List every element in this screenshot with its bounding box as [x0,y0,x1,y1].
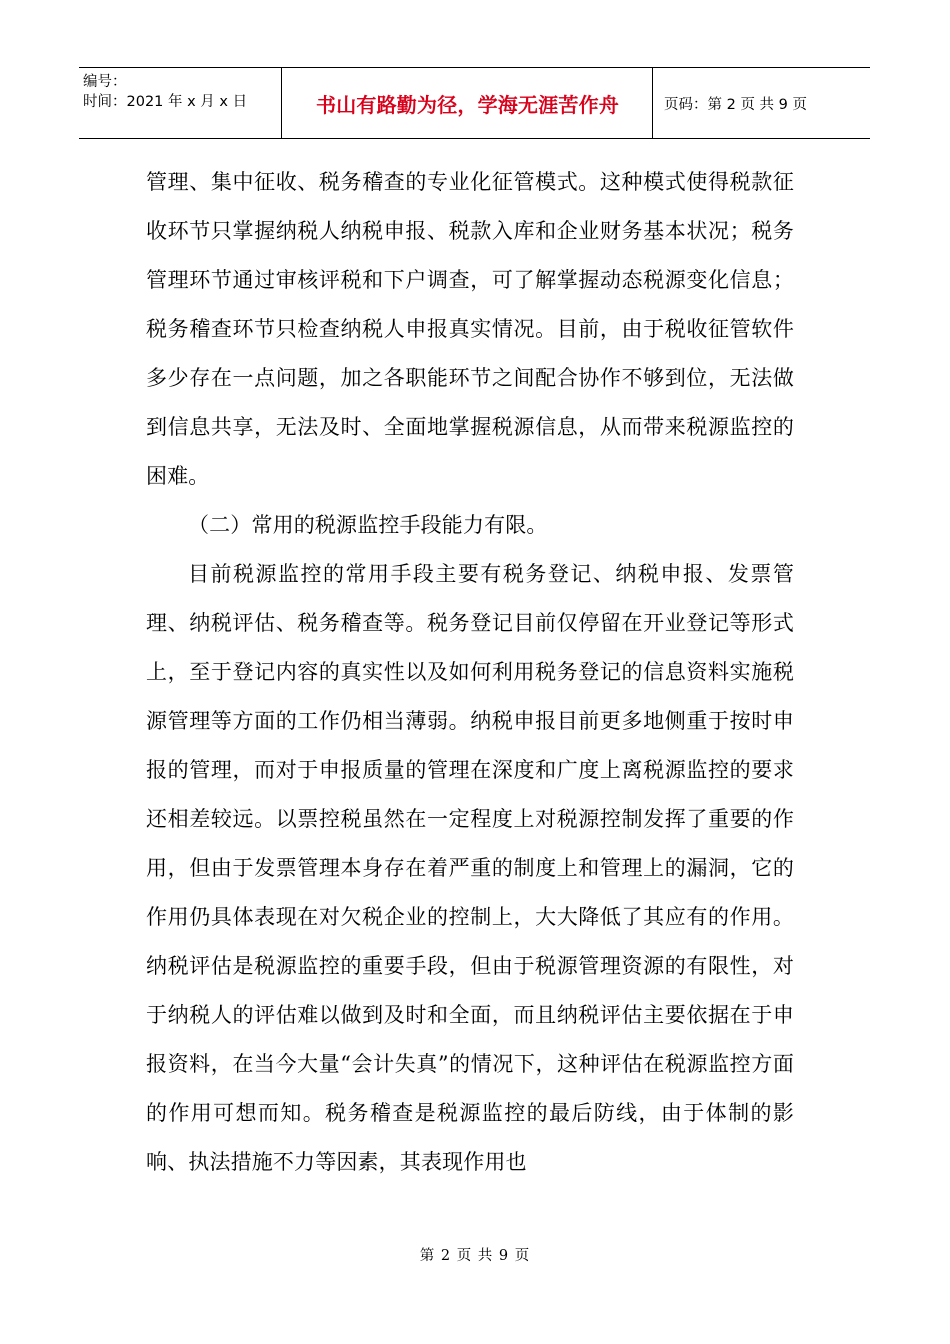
page-footer: 第 2 页 共 9 页 [419,1248,531,1264]
body-paragraph: 目前税源监控的常用手段主要有税务登记、纳税申报、发票管理、纳税评估、税务稽查等。税务登记目前仅停留在开业登记等形式上，至于登记内容的真实性以及如何利用税务登记的信息资料实施税源管理等方面的工作仍相当薄弱。纳税申报目前更多地侧重于按时申报的管理，而对于申报质量的管理在深度和广度上离税源监控的要求还相差较远。以票控税虽然在一定程度上对税源控制发挥了重要的作用，但由于发票管理本身存在着严重的制度上和管理上的漏洞，它的作用仍具体表现在对欠税企业的控制上，大大降低了其应有的作用。纳税评估是税源监控的重要手段，但由于税源管理资源的有限性，对于纳税人的评估难以做到及时和全面，而且纳税评估主要依据在于申报资料，在当今大量“会计失真”的情况下，这种评估在税源监控方面的作用可想而知。税务稽查是税源监控的最后防线，由于体制的影响、执法措施不力等因素，其表现作用也 [146,562,794,1174]
document-body [146,158,794,1187]
page-header [79,67,870,139]
document-number-label: 编号： [83,74,127,90]
section-heading: （二）常用的税源监控手段能力有限。 [188,513,548,537]
body-paragraph: 管理、集中征收、税务稽查的专业化征管模式。这种模式使得税款征收环节只掌握纳税人纳税申报、税款入库和企业财务基本状况；税务管理环节通过审核评税和下户调查，可了解掌握动态税源变化信息；税务稽查环节只检查纳税人申报真实情况。目前，由于税收征管软件多少存在一点问题，加之各职能环节之间配合协作不够到位，无法做到信息共享，无法及时、全面地掌握税源信息，从而带来税源监控的困难。 [146,170,794,488]
document-time-label: 时间：2021 年 x 月 x 日 [83,94,248,110]
header-motto-cell [283,68,653,138]
header-motto: 书山有路勤为径，学海无涯苦作舟 [316,92,619,117]
header-meta [79,68,282,138]
header-page-number: 页码：第 2 页 共 9 页 [664,96,807,113]
